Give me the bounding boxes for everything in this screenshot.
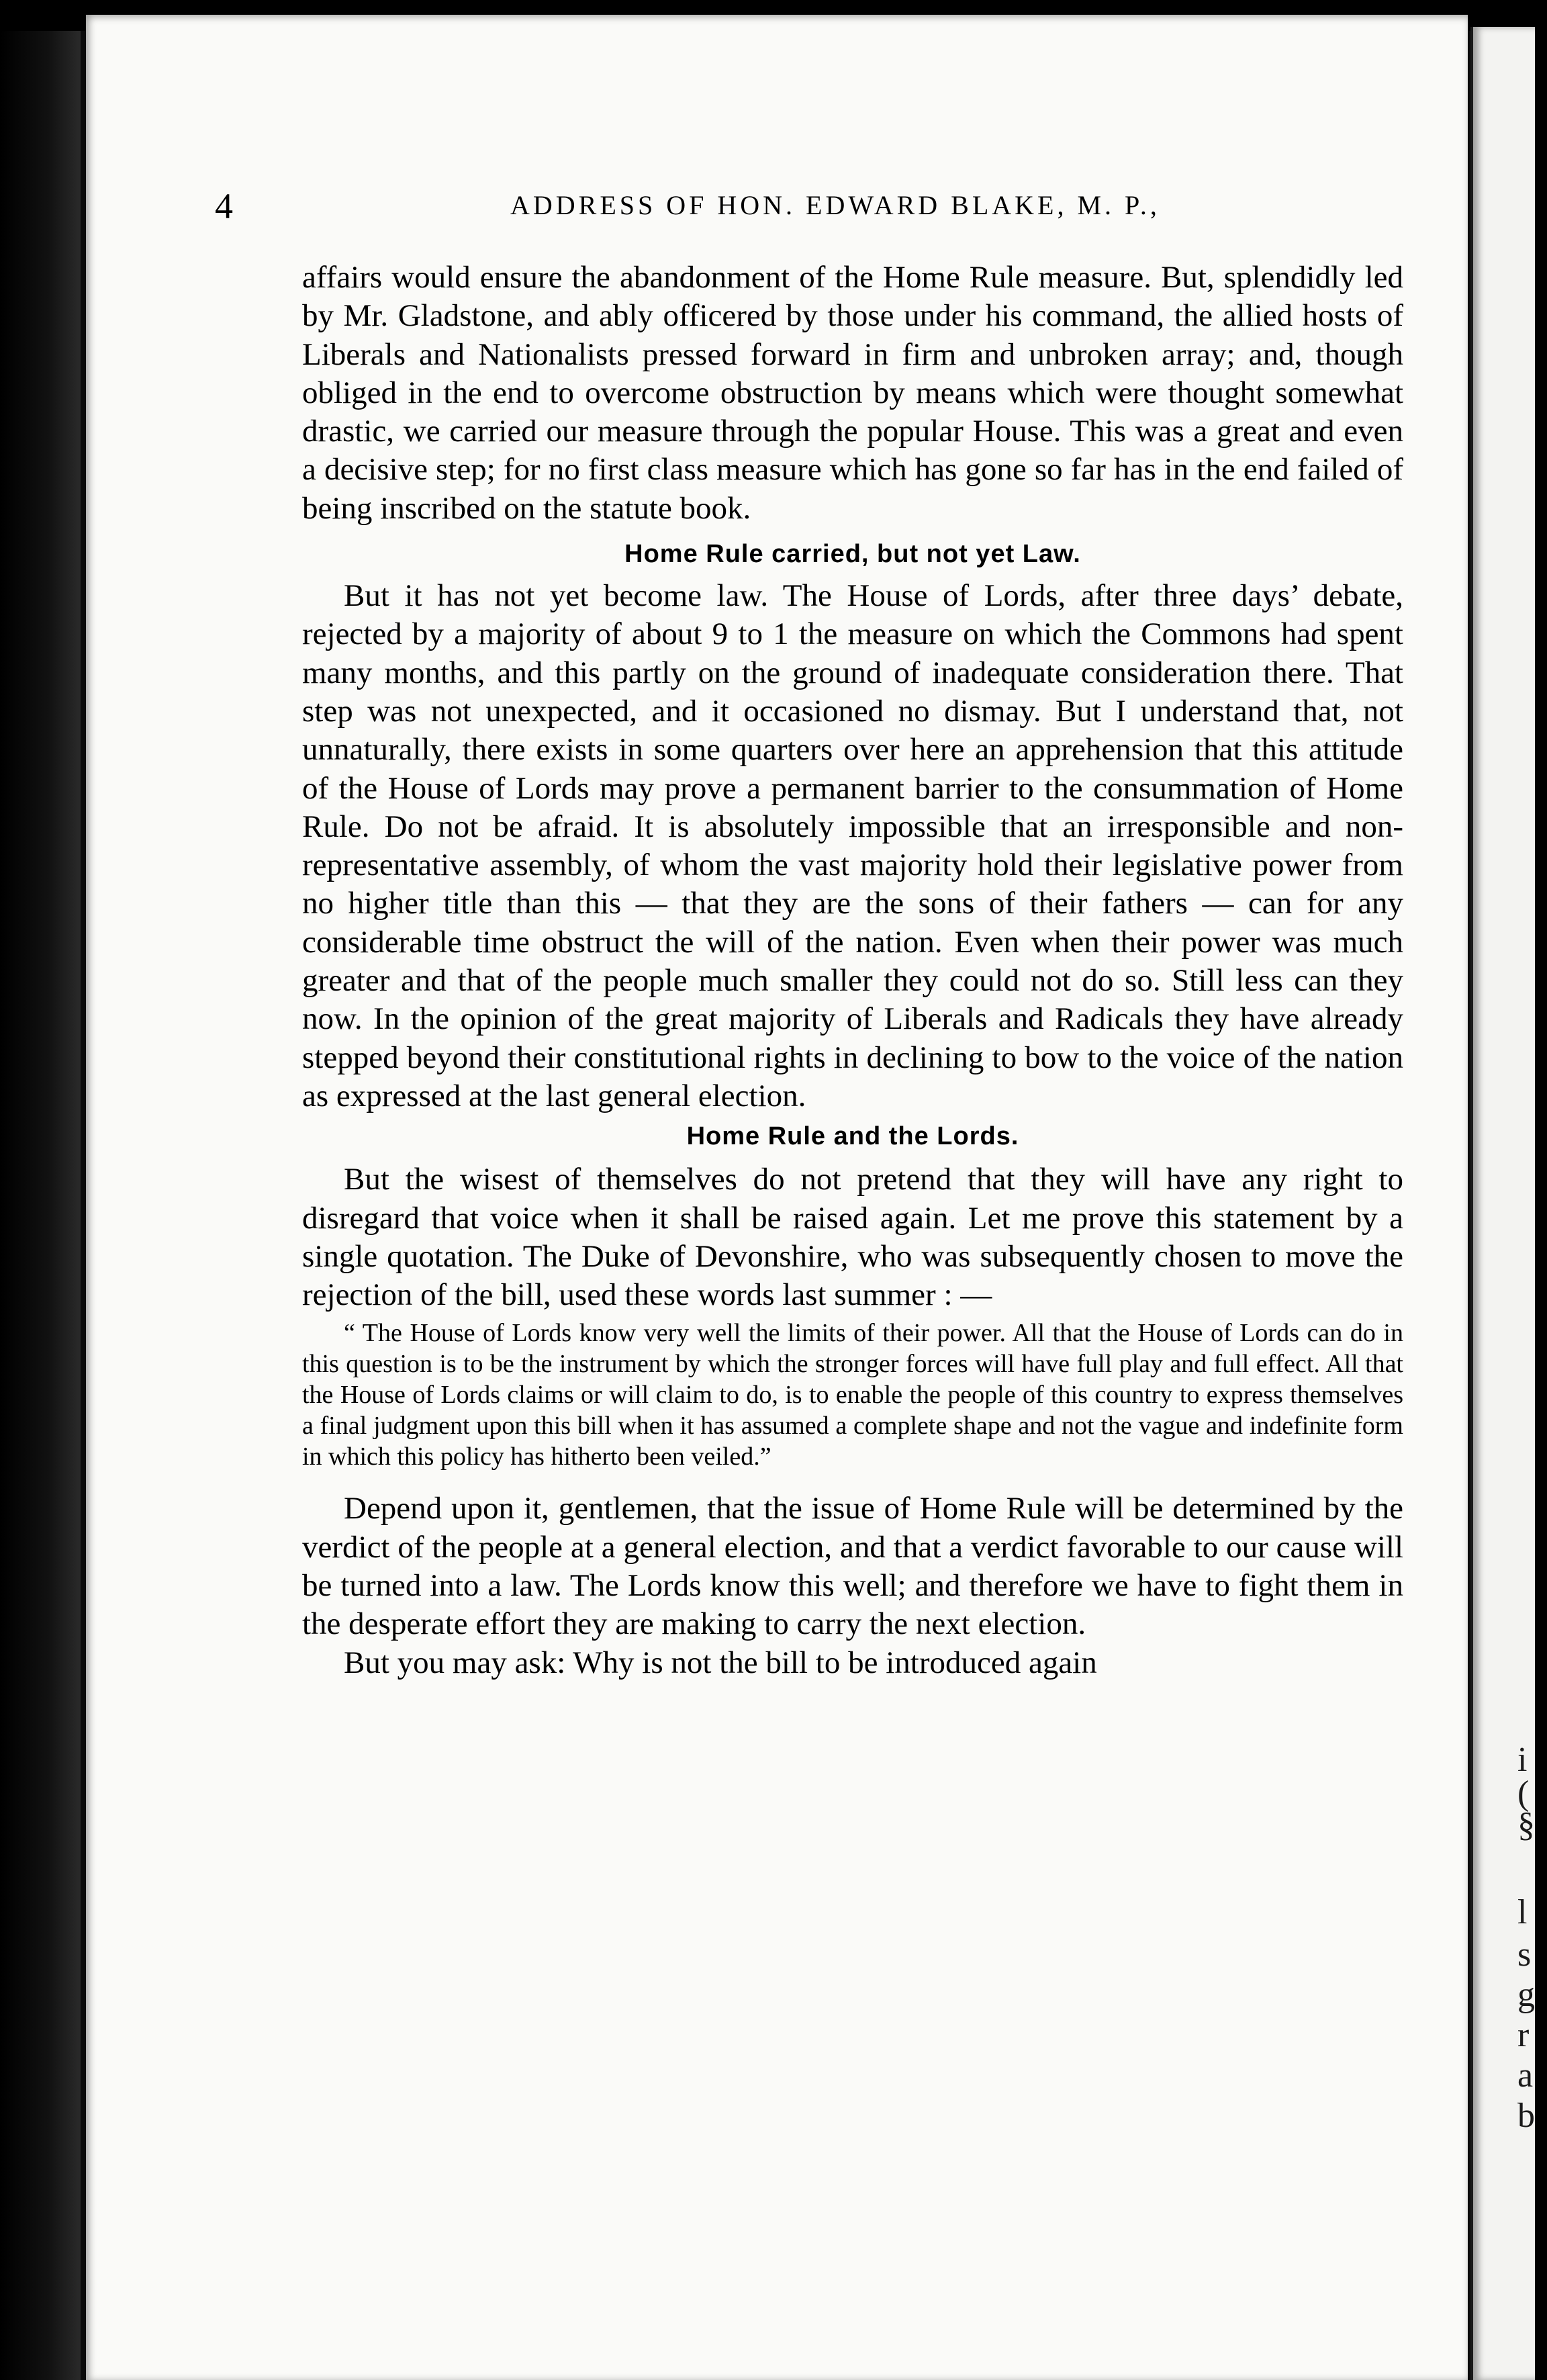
running-title: ADDRESS OF HON. EDWARD BLAKE, M. P., [510,190,1160,220]
page-number: 4 [215,186,233,226]
running-header [215,185,1403,232]
adjacent-page-edge [1470,27,1535,2380]
paragraph: But it has not yet become law. The House of Lords, after three days’ debate, rejected by a majority of about 9 to 1 the measure on which the Commons had spent many months, and this partly on the ground of inadequate consideration there. That step was not unexpected, and it occasioned no dismay. But I understand that, not unnaturally, there exists in some quarters over here an apprehension that this attitude of the House of Lords may prove a permanent barrier to the consummation of Home Rule. Do not be afraid. It is absolutely impossible that an irresponsible and non-representative assembly, of whom the vast majority hold their legislative power from no higher title than this — that they are the sons of their fathers — can for any considerable time obstruct the will of the nation. Even when their power was much greater and that of the people much smaller they could not do so. Still less can they now. In the opinion of the great majority of Liberals and Radicals they have already stepped beyond their constitutional rights in declining to bow to the voice of the nation as expressed at the last general election. [302,578,1403,1113]
section-heading: Home Rule and the Lords. [686,1122,1019,1151]
paragraph: affairs would ensure the abandonment of the Home Rule measure. But, splendidly led by Mr. Gladstone, and ably officered by those under his command, the allied hosts of Liberals and Nationalists pressed forward in firm and unbroken array; and, though obliged in the end to overcome obstruction by means which were thought somewhat drastic, we carried our measure through the popular House. This was a great and even a decisive step; for no first class measure which has gone so far has in the end failed of being inscribed on the statute book. [302,260,1403,526]
paragraph: But you may ask: Why is not the bill to be introduced again [344,1645,1097,1680]
adjacent-page-fragment: i [1517,1741,1528,1779]
section-heading: Home Rule carried, but not yet Law. [624,540,1081,569]
adjacent-page-fragment: g [1517,1976,1535,2014]
block-quotation: “ The House of Lords know very well the limits of their power. All that the House of Lords can do in this question is to be the instrument by which the stronger forces will have full play and full effect. All that the House of Lords claims or will claim to do, is to enable the people of this country to express themselves a final judgment upon this bill when it has assumed a complete shape and not the vague and indefinite form in which this policy has hitherto been veiled.” [302,1319,1403,1471]
adjacent-page-fragment: s [1517,1935,1532,1974]
adjacent-page-fragment: r [1517,2016,1530,2054]
adjacent-page-fragment: b [1517,2097,1535,2135]
scan-left-edge [0,0,81,2380]
page-gutter-shadow [1542,55,1547,2338]
paragraph: Depend upon it, gentlemen, that the issue of Home Rule will be determined by the verdict of the people at a general election, and that a verdict favorable to our cause will be turned into a law. The Lords know this well; and therefore we have to fight them in the desperate effort they are making to carry the next election. [302,1491,1403,1642]
paragraph: But the wisest of themselves do not pretend that they will have any right to disregard that voice when it shall be raised again. Let me prove this statement by a single quotation. The Duke of Devonshire, who was subsequently chosen to move the rejection of the bill, used these words last summer : — [302,1162,1403,1313]
page-body [302,259,1403,1682]
adjacent-page-fragment: ( [1517,1774,1530,1813]
adjacent-page-fragment: a [1517,2056,1534,2095]
adjacent-page-fragment: § [1517,1806,1535,1844]
adjacent-page-fragment: l [1517,1893,1528,1931]
